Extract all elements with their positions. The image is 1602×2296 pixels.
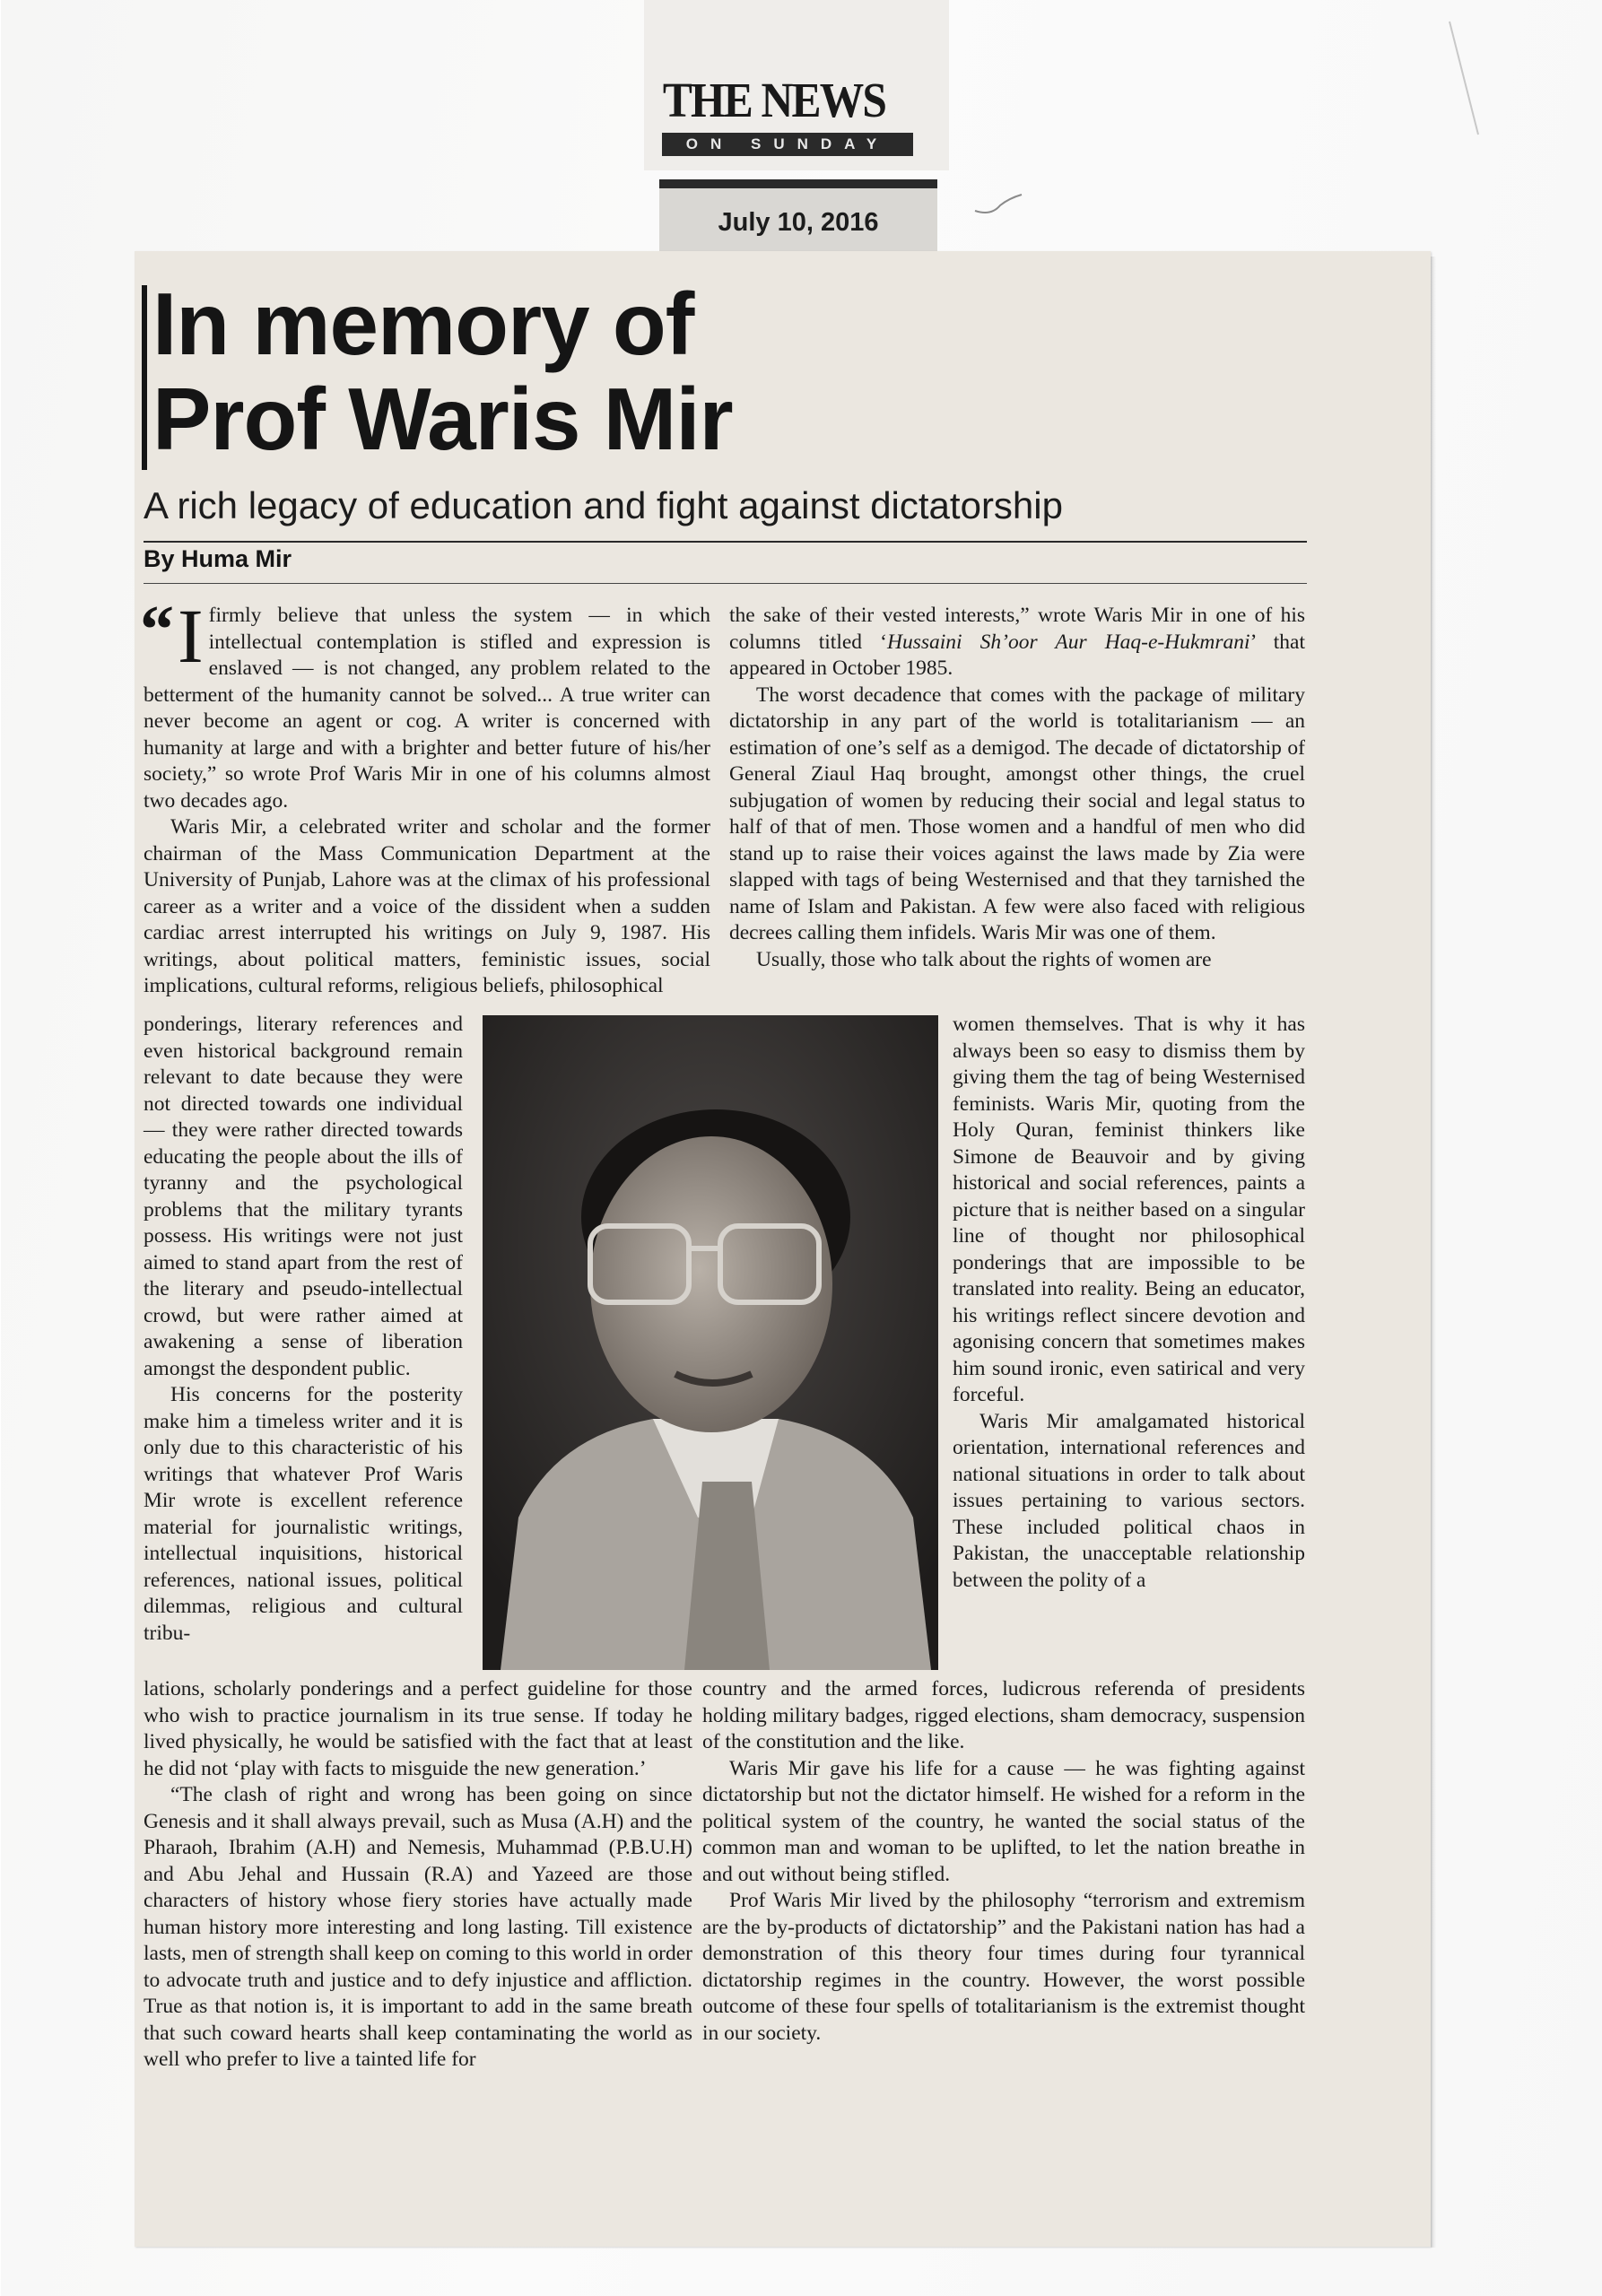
subheadline: A rich legacy of education and fight against dictatorship xyxy=(144,484,1063,526)
paragraph: Waris Mir gave his life for a cause — he was fighting against dictatorship but not the dictator himself. He wished for a reform in the political system of the country, he wanted the social status of the common man and woman to be uplifted, to let the nation breathe in and out without being stifled. xyxy=(702,1756,1305,1886)
paragraph: His concerns for the posterity make him a timeless writer and it is only due to this characteristic of his writings that whatever Prof Waris Mir wrote is excellent reference material for journalistic writings, intellectual inquisitions, historical references, national issues, political dilemmas, religious and cultural tribu- xyxy=(144,1383,463,1645)
headline xyxy=(152,276,1049,466)
paragraph: Usually, those who talk about the rights of women are xyxy=(756,947,1212,971)
column-c xyxy=(144,1012,463,1647)
byline: By Huma Mir xyxy=(144,545,292,572)
clipping-edge-shadow xyxy=(1431,257,1436,2248)
dropcap: I xyxy=(178,593,204,679)
paragraph: Prof Waris Mir lived by the philosophy “terrorism and extremism are the by-products of dictatorship” and the Pakistani nation has had a demonstration of this theory four times during four tyrannical dictatorship regimes in the country. However, the worst possible outcome of these four spells of totalitarianism is the extremist thought in our society. xyxy=(702,1889,1305,2045)
paragraph: “The clash of right and wrong has been going on since Genesis and it shall always prevail, such as Musa (A.H) and the Pharaoh, Ibrahim (A.H) and Nemesis, Muhammad (P.B.U.H) and Abu Jehal and Hussain (R.A) and Yazeed are those characters of history whose fiery stories have actually made human history more interesting and long lasting. Till existence lasts, men of strength shall keep on coming to this world in order to advocate truth and justice and to defy injustice and affliction. True as that notion is, it is important to add in the same breath that such coward hearts shall keep contaminating the world as well who prefer to live a tainted life for xyxy=(144,1783,692,2071)
paragraph: Waris Mir, a celebrated writer and scholar and the former chairman of the Mass Communication Department at the University of Punjab, Lahore was at the climax of his professional career as a writer and a voice of the dissident when a sudden cardiac arrest interrupted his writings on July 9, 1987. His writings, about political matters, feministic issues, social implications, cultural reforms, religious beliefs, philosophical xyxy=(144,815,710,997)
date-rule xyxy=(659,179,937,188)
paragraph: women themselves. That is why it has always been so easy to dismiss them by giving them the tag of being Westernised feminists. Waris Mir, quoting from the Holy Quran, feminist thinkers like Simone de Beauvoir and by giving historical and social references, paints a picture that is neither based on a singular line of thought nor philosophical ponderings that are impossible to be translated into reality. Being an educator, his writings reflect sincere devotion and agonising concern that sometimes makes him sound ironic, even satirical and very forceful. xyxy=(953,1013,1305,1406)
column-a xyxy=(140,592,710,1000)
headline-line-2: Prof Waris Mir xyxy=(152,370,733,468)
paragraph: The worst decadence that comes with the package of military dictatorship in any part of the world is totalitarianism — an estimation of one’s self as a demigod. The decade of dictatorship of General Ziaul Haq brought, amongst other things, the cruel subjugation of women by reducing their social and legal status to half of that of men. Those women and a handful of men who did stand up to raise their voices against the laws made by Zia were slapped with tags of being Westernised and that they tarnished the name of Islam and Pakistan. A few were also faced with religious decrees calling them infidels. Waris Mir was one of them. xyxy=(729,683,1305,944)
headline-bar xyxy=(142,285,147,470)
paragraph: country and the armed forces, ludicrous referenda of presidents holding military badges, rigged elections, sham democracy, suspension of the constitution and the like. xyxy=(702,1677,1305,1753)
publication-date: July 10, 2016 xyxy=(718,208,879,237)
paragraph: lations, scholarly ponderings and a perfect guideline for those who wish to practice journalism in its true sense. If today he lived physically, he would be satisfied with the fact that at least he did not ‘play with facts to misguide the new generation.’ xyxy=(144,1677,692,1780)
paper-crease-mark xyxy=(1446,18,1482,144)
rule xyxy=(144,541,1307,543)
pen-tick-mark xyxy=(973,193,1023,220)
column-e xyxy=(144,1676,692,2074)
paragraph: ponderings, literary references and even historical background remain relevant to date because they were not directed towards one individual — they were rather directed towards educating the people about the ills of tyranny and the psychological problems that the military tyrants possess. His writings were not just aimed to stand apart from the rest of the literary and pseudo-intellectual crowd, but were rather aimed at awakening a sense of liberation amongst the despondent public. xyxy=(144,1013,463,1380)
newspaper-name: THE NEWS xyxy=(662,73,886,127)
column-f xyxy=(702,1676,1305,2047)
column-title: Hussaini Sh’oor Aur Haq-e-Hukmrani xyxy=(887,630,1250,654)
headline-line-1: In memory of xyxy=(152,274,694,373)
paragraph: “ I firmly believe that unless the system — in which intellectual contemplation is stifled and expression is enslaved — is not changed, any problem related to the betterment of the humanity cannot be solved... A true writer can never become an agent or cog. A writer is concerned with humanity at large and with a brighter and better future of his/her society,” so wrote Prof Waris Mir in one of his columns almost two decades ago. xyxy=(140,592,710,813)
paragraph: the sake of their vested interests,” wrote Waris Mir in one of his columns titled ‘Hussaini Sh’oor Aur Haq-e-Hukmrani’ that appeared in October 1985. xyxy=(729,604,1305,680)
open-quote-mark: “ xyxy=(140,592,174,667)
rule xyxy=(144,583,1307,584)
portrait-photo xyxy=(483,1015,938,1670)
paragraph: Waris Mir amalgamated historical orientation, international references and national situations in order to talk about issues pertaining to various sectors. These included political chaos in Pakistan, the unacceptable relationship between the polity of a xyxy=(953,1409,1305,1592)
column-b xyxy=(729,603,1305,973)
newspaper-edition: ON SUNDAY xyxy=(662,133,913,156)
column-d xyxy=(953,1012,1305,1594)
portrait-illustration xyxy=(483,1015,938,1670)
